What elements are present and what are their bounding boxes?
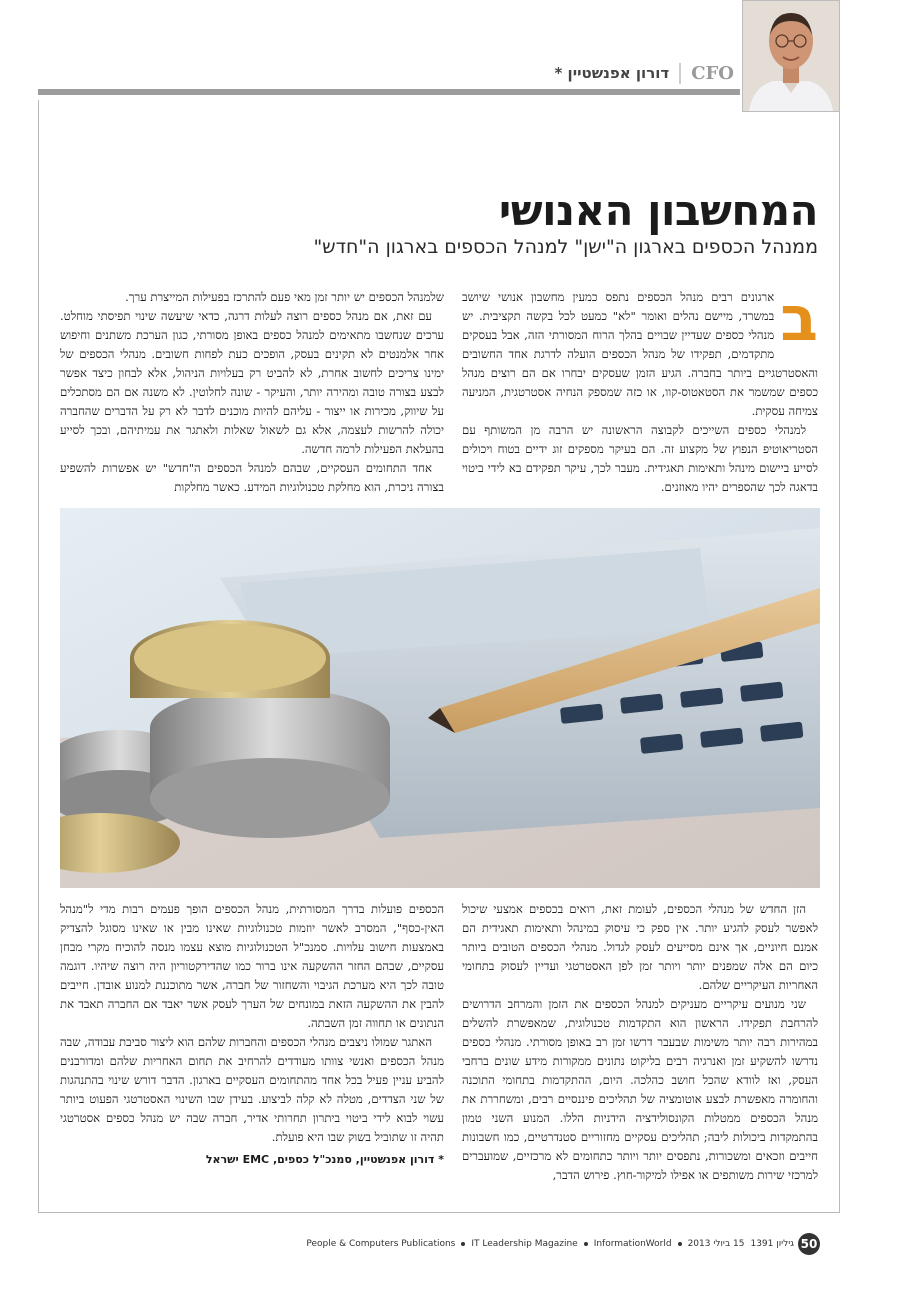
- separator-dot: [461, 1242, 465, 1246]
- article-title: המחשבון האנושי: [498, 186, 818, 235]
- paragraph: הזן החדש של מנהלי הכספים, לעומת זאת, רואים בכספים אמצעי שיכול לאפשר לעסק להגיע יותר. אין ספק כי עיסוק במינהל ותאימות תאגידית הם אמנם חיוניים, אך אינם מסייעים לעסק לגדול. מנהלי הכספים הטובים ביותר כיום הם אלה שמפנים יותר ויותר זמן לפן האסטרטגי ועדיין לעסוק בתחומי האחריות העיקריים שלהם.: [462, 902, 818, 992]
- issue-number: גיליון 1391: [750, 1239, 794, 1249]
- paragraph: האתגר שמולו ניצבים מנהלי הכספים והחברות שלהם הוא ליצור סביבת עבודה, שבה מנהל הכספים ואנשי צוותו מעודדים להרחיב את תחום האחריות שלהם ומדורבנים להביע עניין פעיל בכל אחד מהתחומים העסקיים בארגון. הדבר דורש שינוי בהתנהגות של שני הצדדים, מטלה לא קלה לביצוע. בעידן שבו השינוי האסטרטגי הפעוט ביותר עשוי לבוא לידי ביטוי ביתרון תחרותי אדיר, חברה שבה יש מנהל כספים אסטרטגי תהיה זו שתוביל בשוק שבו היא פועלת.: [60, 1035, 444, 1144]
- column-left-top: [60, 288, 444, 497]
- publisher-name: People & Computers Publications: [306, 1239, 456, 1249]
- author-name: דורון אפנשטיין *: [554, 64, 670, 82]
- paragraph: אחד התחומים העסקיים, שבהם למנהל הכספים ה"חדש" יש אפשרות להשפיע בצורה ניכרת, הוא מחלקת טכנולוגיות המידע. כאשר מחלקות: [60, 461, 444, 494]
- article-photo: [60, 508, 820, 888]
- author-portrait: [742, 0, 840, 112]
- separator-dot: [584, 1242, 588, 1246]
- column-right-bottom: [462, 900, 818, 1185]
- paragraph: עם זאת, אם מנהל כספים רוצה לעלות דרגה, כדאי שיעשה שינוי תפיסתי מוחלט. ערכים שנחשבו מתאימים למנהל כספים באופן מסורתי, כגון הערכת משתנים וחיפוש אחר אלמנטים לא תקינים בעסק, הופכים כעת לפחות חשובים. מנהלי הכספים של ימינו צריכים לחשוב אחרת, לא להביט רק בעלויות הניהול, אלא לבחון כיצד אפשר לבצע בצורה טובה ומהירה יותר, והעיקר - שונה לחלוטין. לא משנה אם הם מסתכלים על שיווק, מכירות או ייצור - עליהם להיות מוכנים לדבר לא רק על הדברים שהחברה יכולה להרשות לעצמה, אלא גם לשאול שאלות ולאתגר את עמיתיהם, ובכך לסייע בהעלאת הפעילות לרמה חדשה.: [60, 309, 444, 456]
- author-signature: * דורון אפנשטיין, סמנכ"ל כספים, EMC ישראל: [205, 1153, 444, 1166]
- paragraph: שלמנהל הכספים יש יותר זמן מאי פעם להתרכז בפעילות המייצרת ערך.: [125, 290, 444, 304]
- publication-name: InformationWorld: [593, 1239, 672, 1249]
- separator-dot: [678, 1242, 682, 1246]
- drop-cap: ב: [780, 282, 818, 355]
- page-number: 50: [798, 1233, 820, 1255]
- paragraph: שני מנועים עיקריים מעניקים למנהל הכספים את הזמן והמרחב הדרושים להרחבת תפקידו. הראשון הוא התקדמות טכנולוגית, שמאפשרת להשלים במהירות רבה יותר משימות שבעבר דרשו זמן רב באופן מסורתי. מנהלי כספים נדרשו להשקיע זמן ואנרגיה רבים בליקוט נתונים ממקורות מידע שונים ברחבי העסק, ואז לוודא שהכל חושב כהלכה. היום, ההתקדמות בתחומי התוכנה והחומרה מאפשרת לבצע אוטומציה של תהליכים פיננסיים רבים, ומשחררת את מנהל הכספים ממטלות הקונסולידציה הידניות הללו. המנוע השני טמון בהתמקדות ביכולות ליבה; תהליכים עסקיים מחזוריים סטנדרטיים, כמו חשבונות חייבים וזכאים ומשכורות, נתפסים יותר ויותר כתחומים לא מרכזיים, שמועברים למרכזי שירות משותפים או אפילו למיקור-חוץ. פירוש הדבר,: [462, 997, 818, 1182]
- column-left-bottom: [60, 900, 444, 1169]
- section-label: CFO: [679, 63, 734, 84]
- column-header: [38, 58, 740, 88]
- article-subtitle: ממנהל הכספים בארגון ה"ישן" למנהל הכספים בארגון ה"חדש": [313, 236, 818, 258]
- column-right-top: [462, 282, 818, 497]
- publication-name: IT Leadership Magazine: [471, 1239, 578, 1249]
- issue-date: 15 ביולי 2013: [687, 1239, 745, 1249]
- header-rule: [38, 89, 740, 95]
- page-footer: [306, 1231, 820, 1257]
- paragraph: ארגונים רבים מנהל הכספים נתפס כמעין מחשבון אנושי שיושב במשרד, מיישם נהלים ואומר "לא" כמעט לכל בקשה תקציבית. יש מנהלי כספים שעדיין שבויים בהלך הרוח המסורתי הזה, אבל בעסקים מתקדמים, תפקידו של מנהל הכספים הועלה לדרגת אחד החשובים והאסטרטגיים ביותר בחברה. הגיע הזמן שעסקים יבחרו אם הם רוצים מנהל כספים שמשמר את הסטאטוס-קוו, או כזה שמספק הנחיה אסטרטגית, המניעה צמיחה עסקית.: [462, 290, 818, 418]
- paragraph: הכספים פועלות בדרך המסורתית, מנהל הכספים הופך פעמים רבות מדי ל"מנהל האין-כסף", המסרב לאשר יוזמות טכנולוגיות שאינו מבין או שאינו מסוגל להצדיק באמצעות חישוב עלויות. סמנכ"ל הטכנולוגיות מוצא עצמו מנסה להוכיח מקרי מבחן עסקיים, שבהם החזר ההשקעה אינו ברור כמו שהדירקטוריון היה רוצה שיהיו. דוגמה טובה לכך היא מערכת הגיבוי והשחזור של חברה, אשר מתוכננת למנוע אובדן. חייבים להבין את ההשקעה הזאת במונחים של הערך לעסק אשר יאבד אם החברה תאבד את הנתונים או תחווה זמן השבתה.: [60, 902, 444, 1030]
- paragraph: למנהלי כספים השייכים לקבוצה הראשונה יש הרבה מן המשותף עם הסטריאוטיפ הנפוץ של מקצוע זה. הם בעיקר מספקים זוג ידיים בטוח ויכולים לסייע ביישום מינהל ותאימות תאגידית. מעבר לכך, עיקר תפקידם בא לידי ביטוי בדאגה לכך שהספרים יהיו מאוזנים.: [462, 423, 818, 494]
